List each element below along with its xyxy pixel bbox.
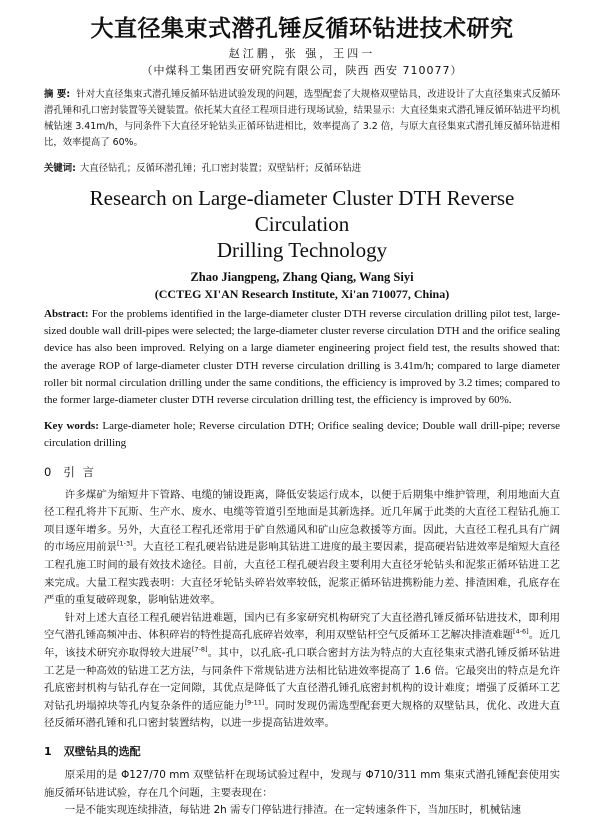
intro-p2-text-b: 。近几年，该技术研究亦取得较大进展 [44, 629, 561, 659]
chinese-keywords [44, 161, 560, 177]
chinese-title: 大直径集束式潜孔锤反循环钻进技术研究 [90, 16, 514, 42]
chinese-keywords-label: 关键词: [44, 163, 76, 174]
intro-paragraph-1 [44, 487, 560, 610]
section-title: 引 言 [63, 464, 96, 479]
english-title [44, 185, 560, 263]
citation: [1-3] [116, 539, 133, 548]
intro-p2-text-c: 。其中，以孔底-孔口联合密封方法为特点的大直径集束式潜孔锤反循环钻进工艺是一种高效的钻进工艺方法，与同条件下常规钻进方法相比钻进效率提高了 1.6 倍。它最突出的特点是允许孔底密封机构与钻孔存在一定间隙，其优点是降低了大直径潜孔锤孔底密封机构的设计难度；增强了反循环工艺对钻孔坍塌掉块等孔内复杂条件的适应能力 [44, 646, 560, 712]
paper-page [0, 14, 600, 817]
intro-p2-text-d: 。同时发现仍需选型配套更大规格的双壁钻具，优化、改进大直径反循环潜孔锤和孔口密封装置结构，以进一步提高钻进效率。 [44, 699, 560, 730]
intro-p2-text-a: 针对上述大直径工程孔硬岩钻进难题，国内已有多家研究机构研究了大直径潜孔锤反循环钻进技术，即利用空气潜孔锤高频冲击、体积碎岩的特性提高孔底碎岩效率，利用双壁钻杆空气反循环工艺解决排渣难题 [44, 611, 560, 642]
english-abstract-label: Abstract: [44, 308, 89, 320]
section-heading-introduction [44, 463, 560, 481]
english-keywords-label: Key words: [44, 420, 99, 433]
english-affiliation: (CCTEG XI'AN Research Institute, Xi'an 710077, China) [154, 287, 450, 301]
chinese-keywords-text: 大直径钻孔；反循环潜孔锤；孔口密封装置；双壁钻杆；反循环钻进 [79, 163, 362, 174]
citation: [7-8] [191, 645, 208, 654]
chinese-abstract-text: 针对大直径集束式潜孔锤反循环钻进试验发现的问题，选型配套了大规格双壁钻具，改进设计了大直径集束式反循环潜孔锤和孔口密封装置等关键装置。依托某大直径工程项目进行现场试验，结果显示：大直径集束式潜孔锤反循环钻进平均机械钻速 3.41m/h，与同条件下大直径牙轮钻头正循环钻进相比，效率提高了 3.2 倍，与原大直径集束式潜孔锤反循环钻进相比，效率提高了 60%。 [44, 89, 560, 148]
section-heading-drill-tools [44, 743, 560, 761]
english-keywords [44, 418, 560, 452]
english-title-line1: Research on Large-diameter Cluster DTH Reverse Circulation [89, 186, 515, 236]
chinese-abstract-label: 摘 要: [44, 89, 71, 100]
english-abstract [44, 306, 560, 409]
chinese-abstract [44, 87, 560, 151]
citation: [9-11] [244, 698, 265, 707]
section-title: 双壁钻具的选配 [63, 744, 141, 758]
section-number: 0 [44, 464, 54, 479]
intro-paragraph-2 [44, 610, 560, 733]
english-abstract-text: For the problems identified in the large-diameter cluster DTH reverse circulation drilling pilot test, large-sized double wall drill-pipes were selected; the large-diameter cluster reverse circulation DTH and the orifice sealing device has also been improved. Relying on a large diameter engineering project field test, the results showed that: the average ROP of large-diameter cluster DTH reverse circulation drilling is 3.41m/h; compared to large diameter roller bit normal circulation drilling under the same conditions, the efficiency is improved by 3.2 times; compared to the former large-diameter cluster DTH reverse circulation drilling test, the efficiency is improved by 60%. [44, 308, 560, 407]
section-number: 1 [44, 744, 52, 758]
intro-p1-text-a: 许多煤矿为缩短井下管路、电缆的铺设距离，降低安装运行成本，以便于后期集中维护管理，利用地面大直径工程孔将井下瓦斯、生产水、废水、电缆等管道引至地面是其新选择。近几年属于此类的大直径工程钻孔施工项目逐年增多。另外，大直径工程孔还常用于矿自然通风和矿山应急救援等方面。因此，大直径工程孔具有广阔的市场应用前景 [44, 488, 560, 554]
chinese-authors: 赵江鹏，张 强，王四一 [228, 47, 376, 60]
section1-paragraph-1: 原采用的是 Φ127/70 mm 双壁钻杆在现场试验过程中，发现与 Φ710/311 mm 集束式潜孔锤配套使用实施反循环钻进试验，存在几个问题，主要表现在： [44, 768, 560, 799]
intro-p1-text-b: 。大直径工程孔硬岩钻进是影响其钻进工进度的最主要因素，提高硬岩钻进效率是缩短大直径工程孔施工时间的最有效技术途径。目前，大直径工程孔硬岩段主要利用大直径牙轮钻头和泥浆正循环钻进工艺来完成。大量工程实践表明：大直径牙轮钻头碎岩效率较低，泥浆正循环钻进携粉能力差、排渣困难，孔底存在严重的重复破碎现象，影响钻进效率。 [44, 541, 561, 607]
english-authors: Zhao Jiangpeng, Zhang Qiang, Wang Siyi [190, 270, 414, 284]
section1-paragraph-2: 一是不能实现连续排渣，每钻进 2h 需专门停钻进行排渣。在一定转速条件下，当加压时，机械钻速 [64, 804, 522, 817]
chinese-affiliation: （中煤科工集团西安研究院有限公司，陕西 西安 710077） [141, 64, 463, 77]
english-keywords-text: Large-diameter hole; Reverse circulation DTH; Orifice sealing device; Double wall drill-pipe; reverse circulation drilling [44, 420, 561, 450]
citation: [4-6] [513, 627, 529, 636]
english-title-line2: Drilling Technology [216, 238, 388, 262]
